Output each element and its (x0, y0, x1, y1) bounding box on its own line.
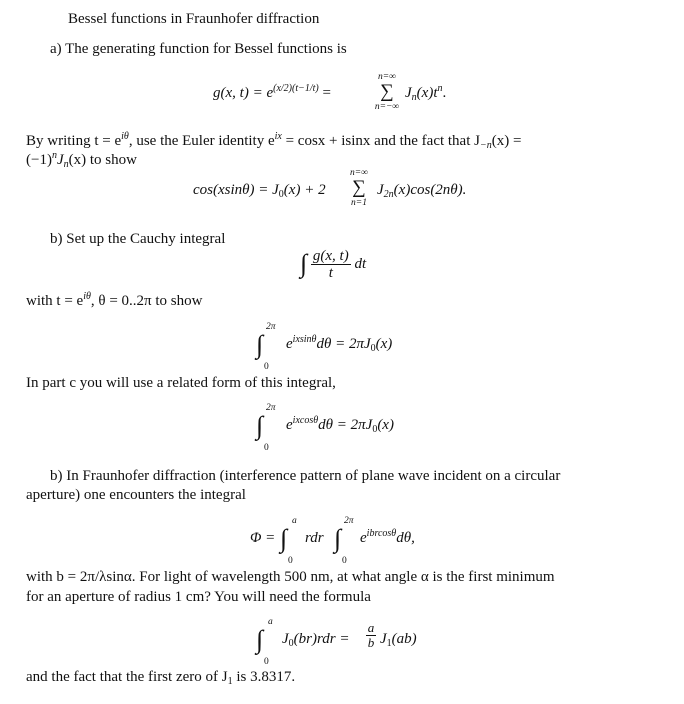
gen-sum-top: n=∞ (378, 72, 396, 82)
line1-sup2: ix (274, 131, 282, 142)
cauchy-fraction (311, 248, 351, 281)
cos-sum-top: n=∞ (350, 168, 368, 178)
phi-exp: ibrcosθ (366, 528, 397, 539)
formula-j1: J (380, 631, 387, 647)
cos-term-end: (x)cos(2nθ). (393, 182, 467, 198)
cos-sum-sign: ∑ (352, 177, 366, 198)
line1-sup: iθ (121, 131, 129, 142)
part-a-line2 (26, 150, 137, 172)
gen-sum-block (370, 72, 404, 112)
line1-b: , use the Euler identity e (128, 133, 275, 149)
phi-e: e (360, 530, 367, 546)
phi-integral-1-sign: ∫ (280, 524, 288, 553)
cauchy-numerator: g(x, t) (312, 248, 349, 264)
formula-lhs (282, 629, 350, 651)
cos-sum-block (344, 168, 374, 208)
fraunhofer-line2: aperture) one encounters the integral (26, 487, 246, 503)
int2-exp: ixcosθ (292, 415, 319, 426)
formula-j0: J (282, 631, 289, 647)
cauchy-dt: dt (354, 255, 367, 272)
integral-2-sign: ∫ (256, 411, 264, 440)
formula-lower: 0 (264, 657, 269, 667)
line2-b: J (56, 152, 64, 168)
formula-integral-sign: ∫ (256, 625, 264, 654)
with-rest: , θ = 0..2π to show (90, 293, 203, 309)
phi-body (360, 528, 415, 550)
int2-sub: 0 (372, 424, 378, 435)
int1-exp: ixsinθ (292, 334, 317, 345)
gen-sum-bottom: n=−∞ (374, 102, 400, 112)
phi-end: dθ, (396, 530, 415, 546)
gen-exponent: (x/2)(t−1/t) (273, 83, 319, 94)
formula-rhs (380, 629, 417, 651)
last-line-b: is 3.8317. (232, 669, 296, 685)
with-sup: iθ (83, 291, 91, 302)
gen-term-rest: (x)t (416, 85, 438, 101)
formula-upper: a (268, 617, 273, 627)
int2-e: e (286, 417, 293, 433)
integral-1-sign: ∫ (256, 330, 264, 359)
formula-denominator: b (367, 635, 375, 650)
sum-sign: ∑ (380, 81, 394, 102)
with-line (26, 291, 202, 313)
gen-term-end: . (442, 85, 447, 101)
part-c-line: In part c you will use a related form of this integral, (26, 375, 336, 391)
line2-sub: n (63, 159, 69, 170)
phi-rdr: rdr (305, 530, 324, 546)
with-b-line2: for an aperture of radius 1 cm? You will need the formula (26, 589, 371, 605)
formula-sub1: 1 (386, 638, 392, 649)
line2-a: (−1) (26, 152, 52, 168)
line2-sup: n (51, 150, 57, 161)
integral-1-upper: 2π (266, 322, 276, 332)
cos-term-j: J (377, 182, 384, 198)
part-a-intro: a) The generating function for Bessel functions is (50, 41, 347, 57)
integral-sign: ∫ (300, 248, 308, 278)
cos-lhs: cos(xsinθ) = J (193, 182, 279, 198)
document-title: Bessel functions in Fraunhofer diffraction (68, 11, 320, 27)
cos-equation-lhs (193, 180, 326, 202)
formula-fraction (366, 621, 376, 650)
line1-d: (x) = (491, 133, 522, 149)
last-line (26, 667, 295, 689)
integral-2-lower: 0 (264, 443, 269, 453)
gen-lhs: g(x, t) = e (213, 85, 274, 101)
generating-function-equation (213, 83, 331, 105)
int2-end: (x) (377, 417, 394, 433)
gen-term (405, 83, 446, 105)
cos-sub0: 0 (278, 189, 284, 200)
int1-rest: dθ = 2πJ (316, 336, 371, 352)
gen-equals: = (322, 85, 331, 101)
line1-c: = cosx + isinx and the fact that J (281, 133, 480, 149)
integral-2-upper: 2π (266, 403, 276, 413)
gen-term-sub: n (411, 92, 417, 103)
phi-lhs: Φ = (250, 530, 276, 546)
last-sub: 1 (227, 676, 233, 687)
cos-term (377, 180, 466, 202)
int2-rest: dθ = 2πJ (318, 417, 373, 433)
phi-int2-lower: 0 (342, 556, 347, 566)
line1-a: By writing t = e (26, 133, 122, 149)
part-b-intro: b) Set up the Cauchy integral (50, 231, 226, 247)
phi-int1-lower: 0 (288, 556, 293, 566)
cauchy-denominator: t (328, 265, 333, 281)
cos-term-sub: 2n (383, 189, 394, 200)
formula-mid: (br)rdr = (293, 631, 350, 647)
formula-end: (ab) (391, 631, 417, 647)
phi-integral-2-sign: ∫ (334, 524, 342, 553)
integral-2-body (286, 415, 394, 437)
gen-term-sup: n (437, 83, 443, 94)
formula-sub0: 0 (288, 638, 294, 649)
with-a: with t = e (26, 293, 84, 309)
phi-int2-upper: 2π (344, 516, 354, 526)
int1-end: (x) (375, 336, 393, 352)
phi-int1-upper: a (292, 516, 297, 526)
cos-mid: (x) + 2 (283, 182, 326, 198)
with-b-line1: with b = 2π/λsinα. For light of wavelength 500 nm, at what angle α is the first minimum (26, 569, 555, 585)
gen-term-j: J (405, 85, 412, 101)
formula-numerator: a (367, 620, 375, 635)
line1-sub: −n (479, 140, 492, 151)
int1-sub: 0 (370, 343, 376, 354)
integral-1-body (286, 334, 392, 356)
integral-1-lower: 0 (264, 362, 269, 372)
last-line-a: and the fact that the first zero of J (26, 669, 228, 685)
cauchy-integral (300, 248, 366, 281)
line2-c: (x) to show (68, 152, 137, 168)
fraunhofer-line1: b) In Fraunhofer diffraction (interference pattern of plane wave incident on a circular (50, 468, 561, 484)
cos-sum-bottom: n=1 (351, 198, 367, 208)
int1-e: e (286, 336, 293, 352)
